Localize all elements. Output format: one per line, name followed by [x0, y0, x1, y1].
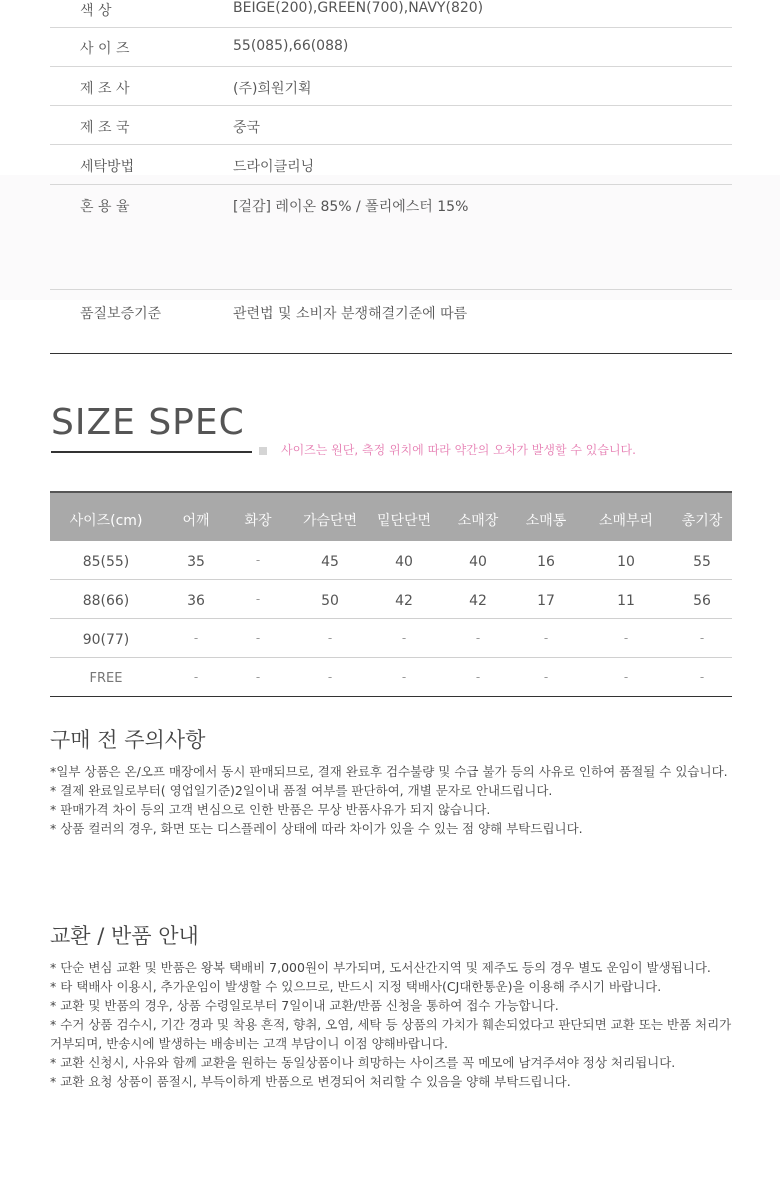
size-table-cell: -	[699, 670, 705, 684]
size-table-cell: 45	[321, 554, 339, 570]
size-table-cell: 36	[187, 593, 205, 609]
size-table-header-cell: 사이즈(cm)	[69, 513, 143, 529]
size-table-cell: 88(66)	[82, 593, 130, 609]
info-row-material	[50, 185, 732, 290]
info-value: 관련법 및 소비자 분쟁해결기준에 따름	[233, 306, 468, 322]
size-spec-underline	[51, 451, 252, 453]
size-table-cell: 90(77)	[82, 632, 130, 648]
notice-line: *일부 상품은 온/오프 매장에서 동시 판매되므로, 결재 완료후 검수불량 및 수급 불가 등의 사유로 인하여 품절될 수 있습니다.	[50, 764, 728, 779]
info-value: (주)희원기획	[233, 81, 312, 97]
size-table-cell: 16	[537, 554, 555, 570]
exchange-notice-title: 교환 / 반품 안내	[50, 924, 199, 948]
size-table-cell: -	[255, 631, 261, 645]
size-table-cell: -	[327, 631, 333, 645]
info-label: 세탁방법	[80, 159, 135, 175]
size-table-cell: FREE	[89, 671, 123, 686]
size-table-cell: -	[401, 670, 407, 684]
size-table-cell: 55	[693, 554, 711, 570]
size-table-cell: 42	[469, 593, 487, 609]
info-label: 사 이 즈	[80, 41, 130, 57]
size-table-row	[50, 658, 732, 697]
size-table-cell: -	[193, 631, 199, 645]
size-table-cell: -	[255, 592, 261, 606]
size-table-header-cell: 소매부리	[598, 513, 654, 529]
notice-line: * 결제 완료일로부터( 영업일기준)2일이내 품절 여부를 판단하여, 개별 문자로 안내드립니다.	[50, 783, 553, 798]
info-label: 제 조 사	[80, 81, 130, 97]
notice-line: * 단순 변심 교환 및 반품은 왕복 택배비 7,000원이 부가되며, 도서산간지역 및 제주도 등의 경우 별도 운임이 발생됩니다.	[50, 960, 711, 975]
size-table-header-cell: 총기장	[681, 513, 723, 529]
info-row-manufacturer	[50, 67, 732, 106]
size-table-cell: 42	[395, 593, 413, 609]
size-table-row	[50, 619, 732, 658]
size-table-header-cell: 밑단단면	[376, 513, 432, 529]
size-table-cell: 11	[617, 593, 635, 609]
size-table-header-cell: 소매통	[525, 513, 567, 529]
size-spec-note: 사이즈는 원단, 측정 위치에 따라 약간의 오차가 발생할 수 있습니다.	[281, 443, 636, 457]
purchase-notice-list	[50, 762, 750, 838]
square-bullet-icon	[259, 447, 267, 455]
size-table-cell: -	[193, 670, 199, 684]
notice-line: 거부되며, 반송시에 발생하는 배송비는 고객 부담이니 이점 양해바랍니다.	[50, 1036, 449, 1051]
info-label: 혼 용 율	[80, 199, 130, 215]
size-table-cell: 10	[617, 554, 635, 570]
info-value: BEIGE(200),GREEN(700),NAVY(820)	[233, 0, 484, 16]
size-table-header	[50, 491, 732, 541]
product-info-table	[50, 0, 732, 354]
size-table-cell: -	[255, 553, 261, 567]
size-table-cell: -	[255, 670, 261, 684]
size-table-cell: -	[475, 670, 481, 684]
notice-line: * 수거 상품 검수시, 기간 경과 및 착용 흔적, 향취, 오염, 세탁 등 상품의 가치가 훼손되었다고 판단되면 교환 또는 반품 처리가	[50, 1017, 732, 1032]
size-spec-title: SIZE SPEC	[51, 402, 245, 443]
size-table-cell: -	[543, 670, 549, 684]
purchase-notice-title: 구매 전 주의사항	[50, 728, 206, 752]
size-table-cell: -	[327, 670, 333, 684]
info-value: 55(085),66(088)	[233, 38, 349, 54]
size-table-cell: 40	[469, 554, 487, 570]
info-label: 품질보증기준	[80, 306, 162, 322]
info-value: 드라이클리닝	[233, 159, 315, 175]
info-row-origin	[50, 106, 732, 145]
info-row-size	[50, 28, 732, 67]
size-table-cell: 56	[693, 593, 711, 609]
exchange-notice-list	[50, 958, 750, 1091]
size-table-row	[50, 541, 732, 580]
size-table-header-cell: 어깨	[182, 513, 210, 529]
notice-line: * 판매가격 차이 등의 고객 변심으로 인한 반품은 무상 반품사유가 되지 않습니다.	[50, 802, 491, 817]
size-table-cell: 50	[321, 593, 339, 609]
size-table-cell: 40	[395, 554, 413, 570]
size-table-cell: 17	[537, 593, 555, 609]
info-row-warranty	[50, 290, 732, 354]
info-value: [겉감] 레이온 85% / 폴리에스터 15%	[233, 199, 469, 215]
info-label: 제 조 국	[80, 120, 130, 136]
notice-line: * 타 택배사 이용시, 추가운임이 발생할 수 있으므로, 반드시 지정 택배사(CJ대한통운)을 이용해 주시기 바랍니다.	[50, 979, 662, 994]
size-table-cell: -	[543, 631, 549, 645]
size-table-row	[50, 580, 732, 619]
notice-line: * 상품 컬러의 경우, 화면 또는 디스플레이 상태에 따라 차이가 있을 수 있는 점 양해 부탁드립니다.	[50, 821, 583, 836]
info-row-color	[50, 0, 732, 28]
notice-line: * 교환 및 반품의 경우, 상품 수령일로부터 7일이내 교환/반품 신청을 통하여 접수 가능합니다.	[50, 998, 559, 1013]
info-value: 중국	[233, 120, 261, 136]
size-table-header-cell: 화장	[244, 513, 272, 529]
size-table-header-cell: 가슴단면	[302, 513, 358, 529]
size-table-cell: -	[623, 631, 629, 645]
notice-line: * 교환 신청시, 사유와 함께 교환을 원하는 동일상품이나 희망하는 사이즈를 꼭 메모에 남겨주셔야 정상 처리됩니다.	[50, 1055, 676, 1070]
size-table-cell: -	[401, 631, 407, 645]
size-table-cell: 35	[187, 554, 205, 570]
notice-line: * 교환 요청 상품이 품절시, 부득이하게 반품으로 변경되어 처리할 수 있음을 양해 부탁드립니다.	[50, 1074, 571, 1089]
info-row-washing	[50, 145, 732, 185]
size-table-header-cell: 소매장	[457, 513, 499, 529]
size-table-cell: -	[623, 670, 629, 684]
info-label: 색 상	[80, 3, 112, 19]
size-table-cell: 85(55)	[82, 554, 130, 570]
size-table-cell: -	[475, 631, 481, 645]
size-spec-table	[50, 491, 732, 697]
size-table-cell: -	[699, 631, 705, 645]
